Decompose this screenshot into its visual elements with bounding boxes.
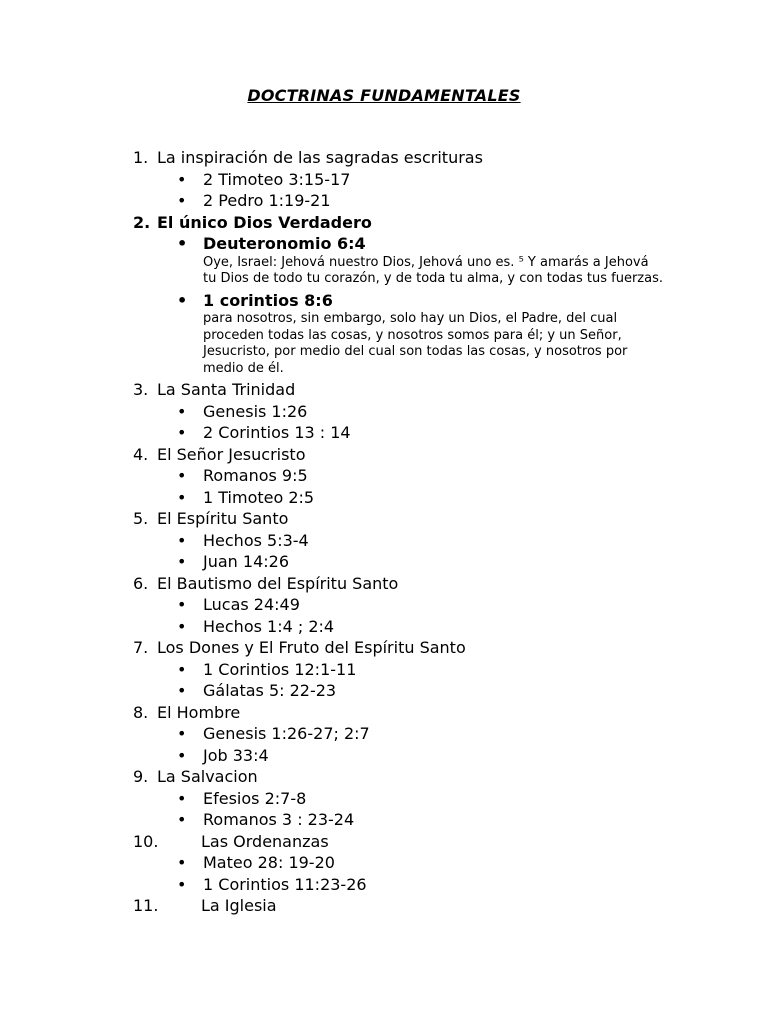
item-label: La Santa Trinidad	[157, 380, 296, 399]
reference-text: Mateo 28: 19-20	[203, 853, 335, 872]
list-item	[133, 212, 673, 234]
reference-item	[133, 169, 673, 191]
list-item	[133, 831, 673, 853]
reference-text: Job 33:4	[203, 745, 269, 765]
bullet-icon: •	[177, 659, 187, 679]
item-number: 10.	[133, 831, 159, 851]
item-label: Los Dones y El Fruto del Espíritu Santo	[157, 638, 466, 657]
document-title: DOCTRINAS FUNDAMENTALES	[247, 86, 521, 105]
reference-item	[133, 233, 673, 255]
item-number: 8.	[133, 702, 149, 722]
reference-item	[133, 401, 673, 423]
list-item	[133, 379, 673, 401]
list-item	[133, 444, 673, 466]
reference-item	[133, 422, 673, 444]
item-label: El único Dios Verdadero	[157, 212, 372, 232]
item-number: 11.	[133, 896, 159, 915]
reference-text: Efesios 2:7-8	[203, 788, 307, 808]
bullet-icon: •	[177, 810, 187, 829]
reference-item	[133, 616, 673, 638]
item-label: La inspiración de las sagradas escrituras	[157, 148, 483, 167]
reference-item	[133, 487, 673, 509]
item-number: 7.	[133, 638, 149, 657]
reference-item	[133, 874, 673, 896]
list-item	[133, 702, 673, 724]
list-item	[133, 637, 673, 659]
reference-item	[133, 659, 673, 681]
bullet-icon: •	[177, 191, 187, 210]
reference-text: Romanos 9:5	[203, 466, 308, 485]
bullet-icon: •	[177, 874, 187, 894]
reference-text: Juan 14:26	[203, 552, 289, 571]
item-label: La Salvacion	[157, 767, 258, 786]
reference-text: 2 Pedro 1:19-21	[203, 191, 331, 210]
bullet-icon: •	[177, 853, 187, 872]
reference-item	[133, 465, 673, 487]
reference-text: Deuteronomio 6:4	[203, 234, 366, 253]
reference-text: Hechos 5:3-4	[203, 530, 309, 550]
reference-item	[133, 745, 673, 767]
reference-text: Lucas 24:49	[203, 595, 300, 614]
item-label: El Bautismo del Espíritu Santo	[157, 573, 399, 593]
item-number: 1.	[133, 148, 149, 167]
reference-text: Genesis 1:26-27; 2:7	[203, 724, 370, 743]
bullet-icon: •	[177, 745, 187, 765]
reference-text: 1 Timoteo 2:5	[203, 487, 315, 507]
bullet-icon: •	[177, 169, 187, 189]
list-item	[133, 573, 673, 595]
reference-text: 1 Corintios 11:23-26	[203, 874, 367, 894]
bullet-icon: •	[177, 290, 188, 310]
reference-text: 2 Timoteo 3:15-17	[203, 169, 351, 189]
reference-text: Gálatas 5: 22-23	[203, 681, 337, 700]
item-label: El Hombre	[157, 702, 241, 722]
item-number: 6.	[133, 573, 149, 593]
list-item	[133, 766, 673, 788]
list-item	[133, 508, 673, 530]
item-label: La Iglesia	[201, 896, 277, 915]
reference-item	[133, 530, 673, 552]
reference-text: 1 Corintios 12:1-11	[203, 659, 357, 679]
reference-text: 1 corintios 8:6	[203, 290, 333, 310]
bullet-icon: •	[177, 552, 187, 571]
bullet-icon: •	[177, 487, 187, 507]
list-item	[133, 895, 673, 917]
reference-text: Romanos 3 : 23-24	[203, 810, 355, 829]
scripture-quote: Oye, Israel: Jehová nuestro Dios, Jehová uno es. ⁵ Y amarás a Jehová tu Dios de todo tu corazón, y de toda tu alma, y con todas tus fuerzas.	[203, 254, 664, 286]
bullet-icon: •	[177, 595, 187, 614]
item-number: 5.	[133, 509, 149, 528]
item-label: El Señor Jesucristo	[157, 444, 306, 464]
reference-item	[133, 723, 673, 745]
reference-item	[133, 551, 673, 573]
doctrine-list	[133, 147, 673, 917]
scripture-quote: para nosotros, sin embargo, solo hay un Dios, el Padre, del cual proceden todas las cosas, y nosotros somos para él; y un Señor, Jesucristo, por medio del cual son todas las cosas, y nosotros por medio de él.	[203, 311, 628, 376]
item-number: 2.	[133, 212, 151, 232]
reference-item	[133, 594, 673, 616]
item-label: El Espíritu Santo	[157, 509, 289, 528]
bullet-icon: •	[177, 401, 187, 421]
bullet-icon: •	[177, 681, 187, 700]
reference-item	[133, 680, 673, 702]
item-number: 9.	[133, 767, 149, 786]
bullet-icon: •	[177, 724, 187, 743]
bullet-icon: •	[177, 234, 188, 253]
reference-item	[133, 290, 673, 312]
item-number: 3.	[133, 380, 149, 399]
bullet-icon: •	[177, 530, 187, 550]
reference-item	[133, 809, 673, 831]
bullet-icon: •	[177, 423, 187, 442]
item-number: 4.	[133, 444, 149, 464]
reference-item	[133, 852, 673, 874]
list-item	[133, 147, 673, 169]
reference-text: 2 Corintios 13 : 14	[203, 423, 351, 442]
reference-item	[133, 788, 673, 810]
bullet-icon: •	[177, 788, 187, 808]
item-label: Las Ordenanzas	[201, 831, 329, 851]
reference-item	[133, 190, 673, 212]
bullet-icon: •	[177, 616, 187, 636]
reference-text: Genesis 1:26	[203, 401, 308, 421]
bullet-icon: •	[177, 466, 187, 485]
reference-text: Hechos 1:4 ; 2:4	[203, 616, 335, 636]
